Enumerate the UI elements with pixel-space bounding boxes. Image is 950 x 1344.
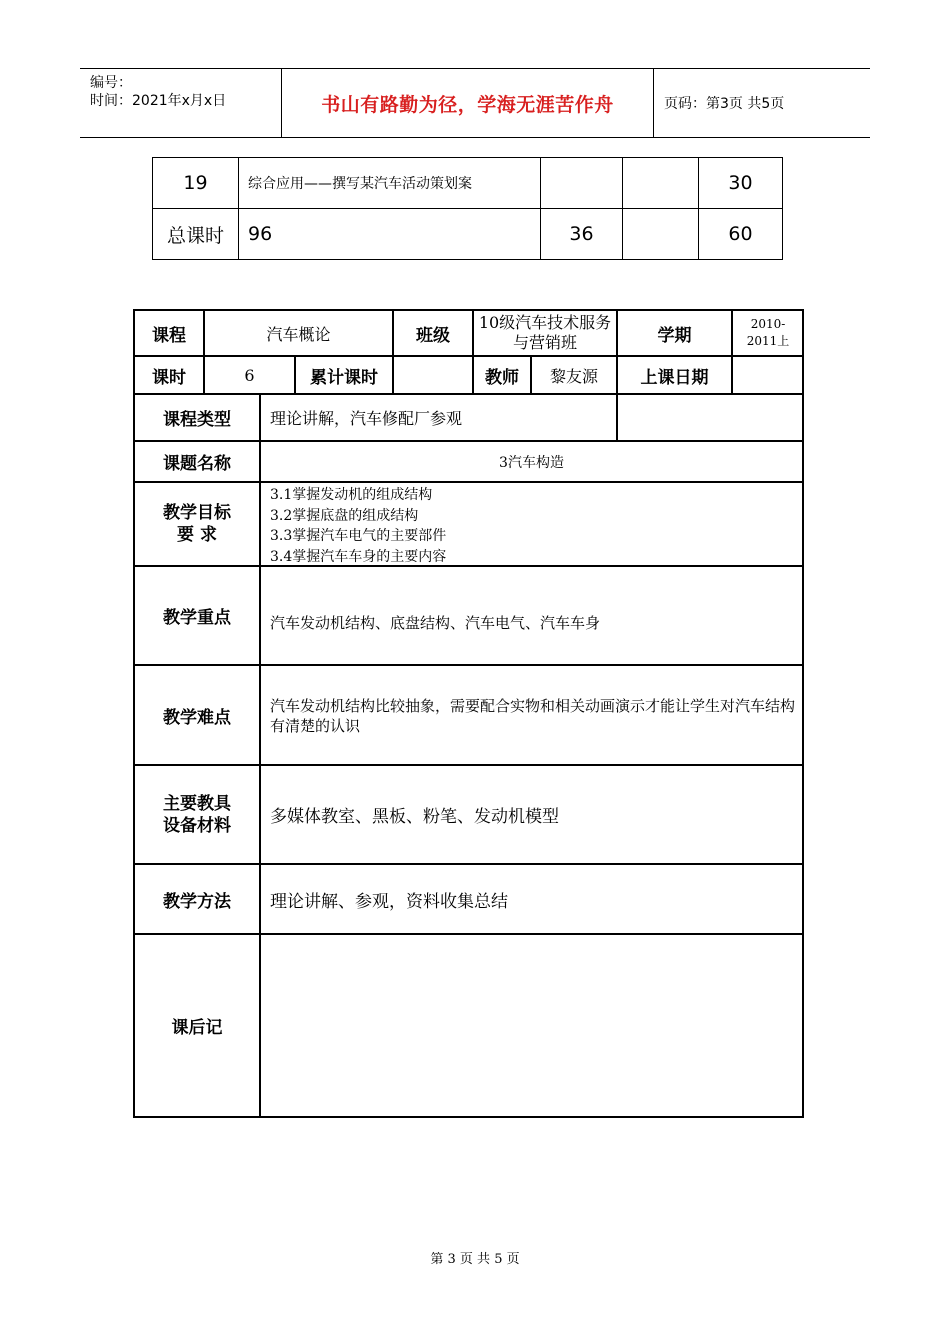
document-header [80,68,870,138]
goal-item: 3.1掌握发动机的组成结构 [270,487,433,503]
equipment-label-line1: 主要教具 [163,793,231,814]
motto: 书山有路勤为径，学海无涯苦作舟 [321,93,614,116]
equipment-label [135,766,259,863]
topic-value: 3汽车构造 [499,454,564,471]
goals-label-line2: 要 求 [177,525,217,545]
key-points-value: 汽车发动机结构、底盘结构、汽车电气、汽车车身 [270,613,601,632]
table-total-c5: 60 [728,223,753,245]
topic-label: 课题名称 [163,454,231,474]
table-row-content: 综合应用——撰写某汽车活动策划案 [248,176,472,192]
term-label: 学期 [657,325,692,346]
header-meta [80,69,282,137]
method-value: 理论讲解、参观，资料收集总结 [270,891,508,912]
page-info: 页码：第3页 共5页 [664,96,785,112]
number-label: 编号： [90,75,132,91]
course-label: 课程 [152,325,186,346]
table-total-label: 总课时 [166,224,224,247]
equipment-value: 多媒体教室、黑板、粉笔、发动机模型 [270,807,559,827]
page-footer: 第 3 页 共 5 页 [430,1252,520,1267]
class-label: 班级 [416,325,450,346]
table-total-content: 96 [248,223,273,245]
goal-item: 3.2掌握底盘的组成结构 [270,507,419,524]
goal-item: 3.3掌握汽车电气的主要部件 [270,528,447,544]
table-total-c3: 36 [569,223,594,245]
term-value: 2010-2011上 [746,317,790,348]
key-points-label: 教学重点 [163,608,231,628]
goals-label [135,483,259,565]
table-row-c3 [541,158,622,208]
goal-item: 3.4掌握汽车车身的主要内容 [270,548,447,565]
teacher-value: 黎友源 [549,366,598,386]
cumulative-hours-label: 累计课时 [310,367,378,388]
header-page-cell [654,69,870,137]
type-value: 理论讲解，汽车修配厂参观 [270,409,463,428]
hours-label: 课时 [152,367,186,388]
table-row-c5: 30 [728,172,753,194]
teacher-label: 教师 [485,367,519,388]
difficulty-label: 教学难点 [163,707,231,728]
hours-value: 6 [244,365,255,385]
date-label: 上课日期 [640,367,709,388]
table-row-no: 19 [183,172,208,194]
date-value [733,357,802,393]
cumulative-hours-value [394,357,472,393]
class-value: 10级汽车技术服务与营销班 [478,313,612,352]
table-total-c4 [623,209,698,259]
difficulty-value: 汽车发动机结构比较抽象，需要配合实物和相关动画演示才能让学生对汽车结构有清楚的认识 [270,697,796,735]
type-label: 课程类型 [163,410,231,430]
course-value: 汽车概论 [266,324,331,344]
equipment-label-line2: 设备材料 [163,815,231,836]
table-row-c4 [623,158,698,208]
notes-label: 课后记 [171,1018,223,1038]
time-label: 时间：2021年x月x日 [90,93,227,109]
goals-list [270,485,800,567]
header-motto-cell [282,69,654,137]
method-label: 教学方法 [163,891,231,912]
goals-label-line1: 教学目标 [163,503,231,523]
notes-value [270,935,800,1116]
